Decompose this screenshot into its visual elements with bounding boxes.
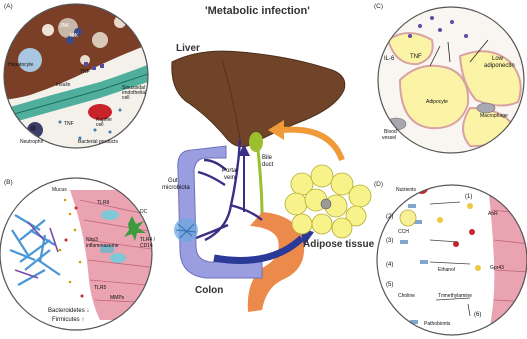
- adipose-tissue-label: Adipose tissue: [303, 239, 375, 250]
- tnf-bottom-label: TNF: [64, 121, 74, 127]
- nucleus: [18, 48, 42, 72]
- il6-label: IL-6: [384, 56, 395, 62]
- bacteroidetes-label: Bacteroidetes ↓: [48, 308, 90, 314]
- kupffer-label-2: cell: [96, 122, 104, 128]
- liver-label: Liver: [176, 43, 200, 54]
- gut-microbiota-cluster: [174, 218, 198, 242]
- ethanol-label: Ethanol: [438, 267, 455, 273]
- adipose-macrophage: [321, 199, 331, 209]
- tnf-c-label: TNF: [410, 54, 422, 60]
- low-adiponectin-label-2: adiponectin: [484, 63, 515, 69]
- tlr4-label-2: CD14: [140, 243, 153, 249]
- panel-a-liver-circle: [0, 0, 160, 160]
- colon-label: Colon: [195, 285, 224, 296]
- panel-d-nutrients-circle: [375, 182, 527, 339]
- step-5-label: (5): [386, 282, 394, 288]
- pathobionts-label: Pathobionts: [424, 321, 451, 327]
- adipocyte-label: Adipocyte: [426, 99, 448, 105]
- sinusoidal-label-3: cell: [122, 95, 130, 101]
- trimethylamine-label: Trimethylamine: [438, 293, 472, 299]
- figure-title: 'Metabolic infection': [205, 5, 310, 17]
- neutrophil-label: Neutrophil: [20, 139, 43, 145]
- bile-duct-label-1: Bile: [262, 155, 273, 161]
- panel-d-id: (D): [374, 181, 384, 188]
- tlr5-label: TLR5: [94, 285, 107, 291]
- panel-b-intestine-circle: [0, 178, 160, 338]
- firmicutes-label: Firmicutes ↑: [52, 317, 85, 323]
- nlrp3-label-2: inflammasome: [86, 243, 119, 249]
- panel-c-id: (C): [374, 3, 384, 10]
- blood-vessel-label-2: vessel: [382, 135, 397, 141]
- insulin-label: Insulin: [56, 82, 71, 88]
- sinusoidal-label-1: Sinusoidal: [122, 85, 146, 91]
- tlr4-label-1: TLR4 /: [140, 237, 156, 243]
- gpr43-label: Gpr43: [490, 265, 504, 271]
- ahr-label: AhR: [488, 211, 498, 217]
- dc-label: DC: [140, 209, 148, 215]
- kupffer-label-1: Kupffer: [96, 117, 113, 123]
- nutrients-label: Nutrients: [396, 187, 417, 193]
- cch-molecule: [400, 210, 416, 226]
- adipocyte-cell: [400, 66, 468, 128]
- cch-label: CCH: [398, 229, 409, 235]
- gut-microbiota-label-1: Gut: [168, 178, 178, 184]
- blood-vessel-label-1: Blood: [384, 129, 397, 135]
- macrophage-label: Macrophage: [480, 113, 508, 119]
- panel-a-id: (A): [4, 3, 13, 10]
- hepatocyte-label: Hepatocyte: [8, 62, 34, 68]
- bile-duct-label-2: duct: [262, 162, 274, 168]
- ikk-label: IKK: [70, 33, 79, 39]
- gut-microbiota-label-2: microbiota: [162, 185, 190, 191]
- portal-vein-label-2: vein: [224, 175, 236, 181]
- step-6-label: (6): [474, 312, 482, 318]
- tnf-top-label: TNF: [80, 69, 90, 75]
- nlrp3-label-1: Nlrp3: [86, 237, 98, 243]
- step-4-label: (4): [386, 262, 394, 268]
- step-2-label: (2): [386, 214, 394, 220]
- macrophage-cell: [477, 103, 495, 113]
- low-adiponectin-label-1: Low: [492, 56, 504, 62]
- nutrient-fruit: [416, 182, 428, 194]
- panel-b-id: (B): [4, 179, 13, 186]
- portal-vein-label-1: Portal: [222, 168, 238, 174]
- sinusoidal-label-2: endothelial: [122, 90, 147, 96]
- mmps-label: MMPs: [110, 295, 125, 301]
- arrow-adipose-to-liver: [282, 130, 342, 160]
- choline-label: Choline: [398, 293, 415, 299]
- step-1-label: (1): [465, 194, 473, 200]
- mucus-label: Mucus: [52, 187, 67, 193]
- tlr9-label: TLR9: [97, 200, 110, 206]
- bacterial-products-label: Bacterial products: [78, 139, 119, 145]
- jnk-label: JNK: [60, 23, 70, 29]
- gallbladder: [249, 132, 263, 152]
- step-3-label: (3): [386, 238, 394, 244]
